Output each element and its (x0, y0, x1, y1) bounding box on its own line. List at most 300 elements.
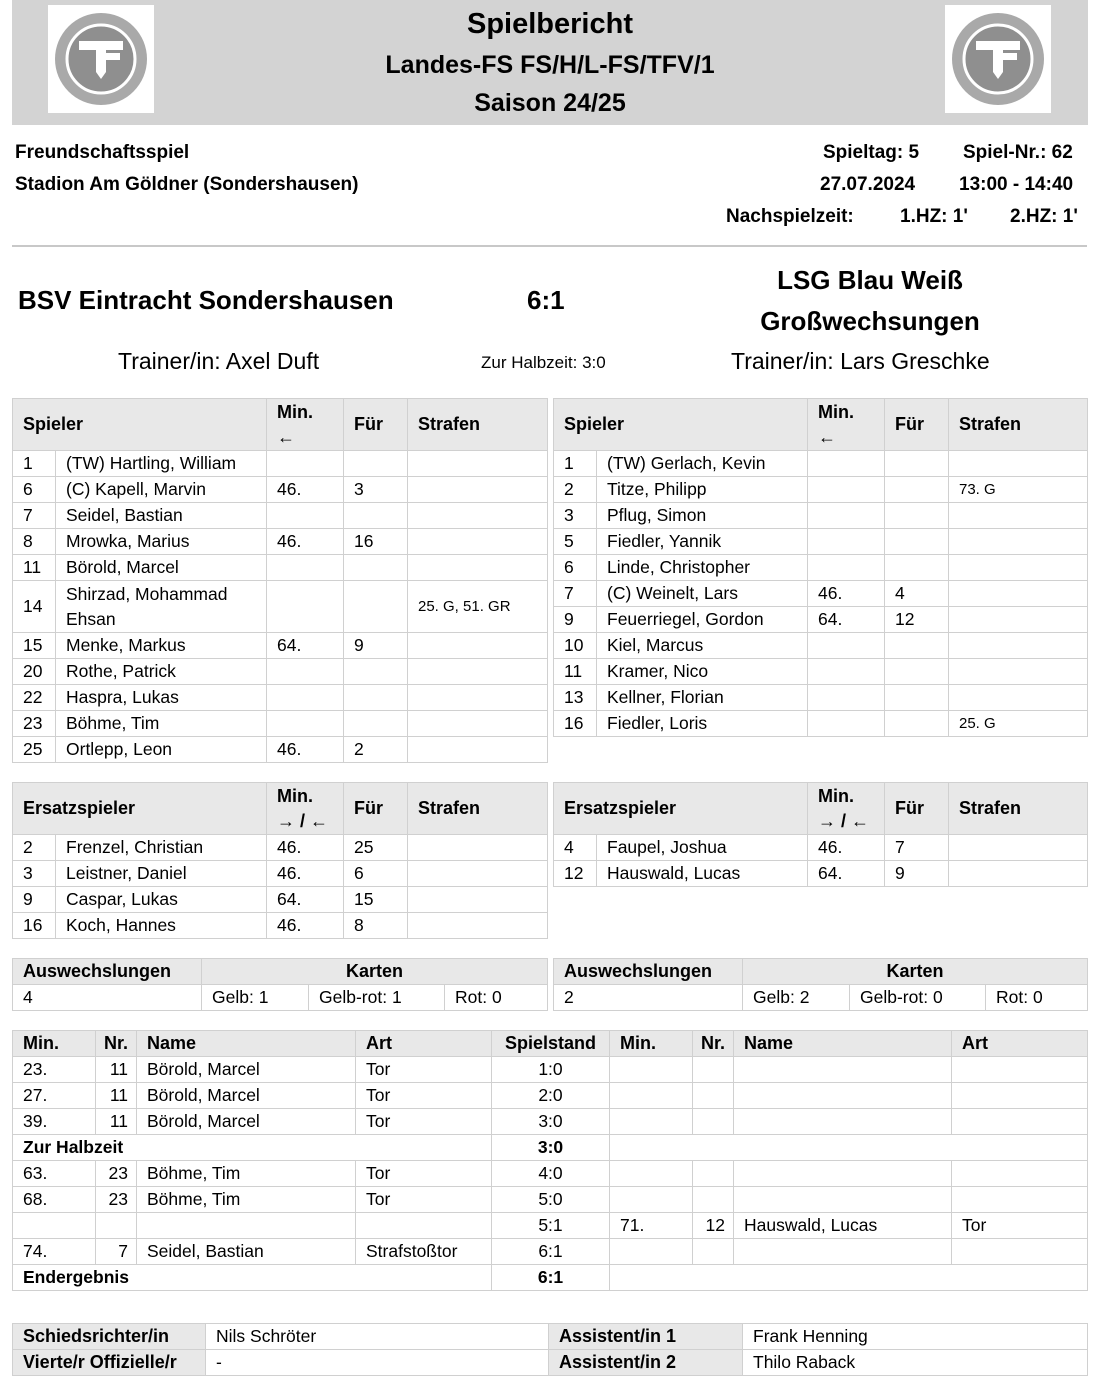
player-name: Haspra, Lukas (56, 685, 267, 711)
home-goal-type: Tor (356, 1187, 492, 1213)
replaced-player-number: 8 (344, 913, 408, 939)
penalties (949, 555, 1088, 581)
red-cards: Rot: 0 (986, 985, 1088, 1011)
away-substitutes-table (553, 782, 1088, 887)
col-min: Min. → / ← (267, 783, 344, 835)
player-number: 14 (13, 581, 56, 633)
player-row (13, 913, 548, 939)
player-row (13, 737, 548, 763)
sub-minute (267, 581, 344, 633)
player-name: Caspar, Lukas (56, 887, 267, 913)
sub-minute (267, 711, 344, 737)
home-player-name: Börold, Marcel (137, 1057, 356, 1083)
player-number: 5 (554, 529, 597, 555)
player-name: Seidel, Bastian (56, 503, 267, 529)
player-name: Feuerriegel, Gordon (597, 607, 808, 633)
replaced-player-number (885, 633, 949, 659)
col-min: Min. ← (267, 399, 344, 451)
replaced-player-number (885, 503, 949, 529)
away-minute (610, 1239, 693, 1265)
player-number: 8 (13, 529, 56, 555)
season-label: Saison 24/25 (474, 89, 626, 117)
player-name: Koch, Hannes (56, 913, 267, 939)
player-number: 6 (554, 555, 597, 581)
sub-minute: 46. (267, 913, 344, 939)
player-name: Hauswald, Lucas (597, 861, 808, 887)
away-minute: 71. (610, 1213, 693, 1239)
penalties (408, 477, 548, 503)
replaced-player-number: 2 (344, 737, 408, 763)
col-fuer: Für (885, 783, 949, 835)
home-lineup-table (12, 398, 548, 763)
away-goal-type (952, 1109, 1088, 1135)
away-goal-type (952, 1057, 1088, 1083)
referee-label: Schiedsrichter/in (13, 1324, 206, 1350)
substitution-count: 4 (13, 985, 202, 1011)
away-trainer: Trainer/in: Lars Greschke (731, 348, 990, 374)
home-player-name: Börold, Marcel (137, 1109, 356, 1135)
replaced-player-number (344, 555, 408, 581)
sub-minute (267, 659, 344, 685)
penalties: 73. G (949, 477, 1088, 503)
home-minute: 39. (13, 1109, 96, 1135)
col-fuer: Für (885, 399, 949, 451)
home-goal-type: Tor (356, 1083, 492, 1109)
substitution-count: 2 (554, 985, 743, 1011)
yellow-red-cards: Gelb-rot: 0 (850, 985, 986, 1011)
match-date: 27.07.2024 (820, 174, 916, 195)
player-row (13, 451, 548, 477)
sub-minute: 46. (267, 861, 344, 887)
fourth-official-name: - (206, 1350, 549, 1376)
player-row (554, 555, 1088, 581)
penalties (408, 913, 548, 939)
penalties (949, 451, 1088, 477)
home-player-name (137, 1213, 356, 1239)
sub-minute (808, 555, 885, 581)
away-goal-type (952, 1239, 1088, 1265)
replaced-player-number (885, 477, 949, 503)
federation-logo-right (945, 5, 1051, 113)
player-name: Kramer, Nico (597, 659, 808, 685)
player-number: 1 (13, 451, 56, 477)
away-player-number (693, 1083, 734, 1109)
goal-row (13, 1187, 1088, 1213)
player-name: (TW) Hartling, William (56, 451, 267, 477)
away-minute (610, 1083, 693, 1109)
away-player-number (693, 1187, 734, 1213)
player-row (554, 659, 1088, 685)
matchday: Spieltag: 5 (823, 142, 920, 163)
away-player-number (693, 1161, 734, 1187)
empty-cell (610, 1265, 1088, 1291)
away-player-name (734, 1083, 952, 1109)
away-player-name (734, 1239, 952, 1265)
penalties (408, 861, 548, 887)
player-row (554, 529, 1088, 555)
penalties (949, 529, 1088, 555)
player-row (13, 835, 548, 861)
col-nr: Nr. (96, 1031, 137, 1057)
penalties (949, 607, 1088, 633)
report-header (12, 0, 1088, 125)
player-name: Menke, Markus (56, 633, 267, 659)
summary-score: 3:0 (492, 1135, 610, 1161)
away-player-number: 12 (693, 1213, 734, 1239)
player-row (554, 633, 1088, 659)
player-name: Shirzad, Mohammad Ehsan (56, 581, 267, 633)
replaced-player-number: 3 (344, 477, 408, 503)
player-name: Kellner, Florian (597, 685, 808, 711)
sub-minute (808, 711, 885, 737)
player-name: Böhme, Tim (56, 711, 267, 737)
replaced-player-number: 16 (344, 529, 408, 555)
player-name: Rothe, Patrick (56, 659, 267, 685)
col-min: Min. (13, 1031, 96, 1057)
away-player-name (734, 1161, 952, 1187)
running-score: 4:0 (492, 1161, 610, 1187)
sub-minute (808, 451, 885, 477)
home-player-number (96, 1213, 137, 1239)
replaced-player-number: 25 (344, 835, 408, 861)
running-score: 5:1 (492, 1213, 610, 1239)
replaced-player-number (344, 451, 408, 477)
running-score: 2:0 (492, 1083, 610, 1109)
player-number: 10 (554, 633, 597, 659)
running-score: 6:1 (492, 1239, 610, 1265)
player-row (554, 477, 1088, 503)
player-number: 20 (13, 659, 56, 685)
penalties (408, 737, 548, 763)
home-player-number: 11 (96, 1083, 137, 1109)
col-spieler: Spieler (13, 399, 267, 451)
replaced-player-number (344, 659, 408, 685)
goal-row (13, 1161, 1088, 1187)
player-name: Leistner, Daniel (56, 861, 267, 887)
replaced-player-number: 7 (885, 835, 949, 861)
col-strafen: Strafen (949, 783, 1088, 835)
player-number: 11 (13, 555, 56, 581)
fourth-official-label: Vierte/r Offizielle/r (13, 1350, 206, 1376)
home-goal-type (356, 1213, 492, 1239)
col-strafen: Strafen (408, 399, 548, 451)
home-player-number: 11 (96, 1057, 137, 1083)
officials-table (12, 1323, 1088, 1376)
extra-time-second-half: 2.HZ: 1' (1010, 206, 1078, 227)
penalties (949, 659, 1088, 685)
referee-name: Nils Schröter (206, 1324, 549, 1350)
empty-cell (610, 1135, 1088, 1161)
player-row (13, 633, 548, 659)
away-team-name-line1: LSG Blau Weiß (777, 265, 963, 295)
away-minute (610, 1057, 693, 1083)
away-team-name-line2: Großwechsungen (760, 306, 980, 336)
sub-minute (808, 503, 885, 529)
replaced-player-number: 9 (344, 633, 408, 659)
player-number: 12 (554, 861, 597, 887)
running-score: 5:0 (492, 1187, 610, 1213)
away-minute (610, 1187, 693, 1213)
col-min: Min. (610, 1031, 693, 1057)
col-name: Name (734, 1031, 952, 1057)
assistant1-name: Frank Henning (743, 1324, 1088, 1350)
match-time: 13:00 - 14:40 (959, 174, 1074, 195)
home-minute: 23. (13, 1057, 96, 1083)
away-player-name: Hauswald, Lucas (734, 1213, 952, 1239)
divider (12, 245, 1087, 247)
summary-score: 6:1 (492, 1265, 610, 1291)
home-player-name: Böhme, Tim (137, 1187, 356, 1213)
penalties: 25. G (949, 711, 1088, 737)
col-spielstand: Spielstand (492, 1031, 610, 1057)
away-minute (610, 1109, 693, 1135)
penalties (408, 711, 548, 737)
away-player-number (693, 1109, 734, 1135)
summary-label: Zur Halbzeit (13, 1135, 492, 1161)
halftime-score: Zur Halbzeit: 3:0 (481, 353, 606, 372)
tfv-logo-icon (945, 5, 1051, 113)
home-goal-type: Tor (356, 1161, 492, 1187)
replaced-player-number: 15 (344, 887, 408, 913)
summary-row (13, 1135, 1088, 1161)
player-row (13, 659, 548, 685)
replaced-player-number (885, 555, 949, 581)
col-name: Name (137, 1031, 356, 1057)
stadium: Stadion Am Göldner (Sondershausen) (15, 174, 359, 195)
away-player-name (734, 1057, 952, 1083)
replaced-player-number (885, 659, 949, 685)
player-number: 3 (13, 861, 56, 887)
player-number: 6 (13, 477, 56, 503)
player-name: Faupel, Joshua (597, 835, 808, 861)
sub-minute: 46. (267, 477, 344, 503)
player-name: Pflug, Simon (597, 503, 808, 529)
home-team-name: BSV Eintracht Sondershausen (18, 285, 394, 315)
home-goal-type: Tor (356, 1057, 492, 1083)
home-trainer: Trainer/in: Axel Duft (118, 348, 320, 374)
player-row (554, 451, 1088, 477)
competition-name: Landes-FS FS/H/L-FS/TFV/1 (385, 51, 715, 79)
player-row (554, 581, 1088, 607)
penalties (408, 685, 548, 711)
home-player-name: Seidel, Bastian (137, 1239, 356, 1265)
extra-time-label: Nachspielzeit: (726, 206, 854, 227)
goal-row (13, 1109, 1088, 1135)
sub-minute (808, 529, 885, 555)
player-number: 7 (13, 503, 56, 529)
player-row (554, 685, 1088, 711)
col-art: Art (356, 1031, 492, 1057)
away-goal-type (952, 1161, 1088, 1187)
player-name: Börold, Marcel (56, 555, 267, 581)
player-number: 16 (554, 711, 597, 737)
away-lineup-table (553, 398, 1088, 737)
home-minute: 74. (13, 1239, 96, 1265)
player-name: Ortlepp, Leon (56, 737, 267, 763)
player-name: Fiedler, Loris (597, 711, 808, 737)
goal-row (13, 1239, 1088, 1265)
goal-row (13, 1057, 1088, 1083)
player-number: 9 (554, 607, 597, 633)
col-ersatzspieler: Ersatzspieler (554, 783, 808, 835)
away-player-number (693, 1057, 734, 1083)
extra-time-first-half: 1.HZ: 1' (900, 206, 968, 227)
sub-minute: 64. (808, 861, 885, 887)
goal-row (13, 1213, 1088, 1239)
player-number: 15 (13, 633, 56, 659)
replaced-player-number (885, 451, 949, 477)
sub-minute (267, 503, 344, 529)
running-score: 1:0 (492, 1057, 610, 1083)
sub-minute (267, 451, 344, 477)
player-name: Kiel, Marcus (597, 633, 808, 659)
player-number: 16 (13, 913, 56, 939)
col-min: Min. ← (808, 399, 885, 451)
yellow-cards: Gelb: 1 (202, 985, 309, 1011)
home-substitutes-table (12, 782, 548, 939)
penalties (408, 659, 548, 685)
col-fuer: Für (344, 399, 408, 451)
home-stats-table (12, 958, 548, 1011)
assistant2-label: Assistent/in 2 (549, 1350, 743, 1376)
penalties (949, 861, 1088, 887)
player-row (13, 503, 548, 529)
sub-minute (808, 477, 885, 503)
home-player-name: Börold, Marcel (137, 1083, 356, 1109)
summary-row (13, 1265, 1088, 1291)
sub-minute: 46. (267, 737, 344, 763)
replaced-player-number (344, 581, 408, 633)
replaced-player-number: 6 (344, 861, 408, 887)
sub-minute (267, 685, 344, 711)
col-auswechslungen: Auswechslungen (13, 959, 202, 985)
col-min: Min. → / ← (808, 783, 885, 835)
home-goal-type: Strafstoßtor (356, 1239, 492, 1265)
replaced-player-number (885, 685, 949, 711)
col-art: Art (952, 1031, 1088, 1057)
penalties (949, 685, 1088, 711)
col-fuer: Für (344, 783, 408, 835)
sub-minute (267, 555, 344, 581)
sub-minute: 64. (267, 887, 344, 913)
replaced-player-number (885, 529, 949, 555)
goal-events-table (12, 1030, 1088, 1291)
penalties (408, 451, 548, 477)
player-row (554, 503, 1088, 529)
player-name: (C) Kapell, Marvin (56, 477, 267, 503)
penalties (949, 503, 1088, 529)
player-row (554, 835, 1088, 861)
away-player-name (734, 1109, 952, 1135)
penalties (408, 835, 548, 861)
col-karten: Karten (202, 959, 548, 985)
player-row (13, 887, 548, 913)
player-name: (TW) Gerlach, Kevin (597, 451, 808, 477)
sub-minute: 46. (267, 529, 344, 555)
sub-minute: 64. (808, 607, 885, 633)
player-number: 3 (554, 503, 597, 529)
player-number: 11 (554, 659, 597, 685)
away-goal-type (952, 1083, 1088, 1109)
match-number: Spiel-Nr.: 62 (963, 142, 1073, 163)
assistant1-label: Assistent/in 1 (549, 1324, 743, 1350)
player-name: (C) Weinelt, Lars (597, 581, 808, 607)
penalties (408, 633, 548, 659)
player-number: 1 (554, 451, 597, 477)
player-number: 2 (554, 477, 597, 503)
col-nr: Nr. (693, 1031, 734, 1057)
player-row (13, 477, 548, 503)
player-number: 13 (554, 685, 597, 711)
goal-row (13, 1083, 1088, 1109)
running-score: 3:0 (492, 1109, 610, 1135)
report-title: Spielbericht (467, 8, 633, 40)
player-name: Mrowka, Marius (56, 529, 267, 555)
home-player-number: 23 (96, 1161, 137, 1187)
sub-minute (808, 659, 885, 685)
away-goal-type: Tor (952, 1213, 1088, 1239)
sub-minute: 46. (808, 835, 885, 861)
away-player-number (693, 1239, 734, 1265)
replaced-player-number (344, 685, 408, 711)
penalties (949, 581, 1088, 607)
col-auswechslungen: Auswechslungen (554, 959, 743, 985)
summary-label: Endergebnis (13, 1265, 492, 1291)
player-number: 22 (13, 685, 56, 711)
player-row (13, 581, 548, 633)
col-ersatzspieler: Ersatzspieler (13, 783, 267, 835)
player-row (554, 861, 1088, 887)
away-goal-type (952, 1187, 1088, 1213)
assistant2-name: Thilo Raback (743, 1350, 1088, 1376)
penalties (408, 555, 548, 581)
sub-minute (808, 633, 885, 659)
final-score: 6:1 (527, 285, 565, 315)
sub-minute: 46. (808, 581, 885, 607)
yellow-cards: Gelb: 2 (743, 985, 850, 1011)
sub-minute: 46. (267, 835, 344, 861)
penalties (949, 633, 1088, 659)
col-strafen: Strafen (949, 399, 1088, 451)
away-minute (610, 1161, 693, 1187)
col-spieler: Spieler (554, 399, 808, 451)
replaced-player-number (885, 711, 949, 737)
player-number: 7 (554, 581, 597, 607)
penalties (408, 503, 548, 529)
player-number: 25 (13, 737, 56, 763)
player-number: 23 (13, 711, 56, 737)
player-row (554, 607, 1088, 633)
home-minute (13, 1213, 96, 1239)
player-name: Titze, Philipp (597, 477, 808, 503)
yellow-red-cards: Gelb-rot: 1 (309, 985, 445, 1011)
away-stats-table (553, 958, 1088, 1011)
home-player-number: 23 (96, 1187, 137, 1213)
sub-minute (808, 685, 885, 711)
replaced-player-number: 12 (885, 607, 949, 633)
penalties (949, 835, 1088, 861)
home-minute: 68. (13, 1187, 96, 1213)
home-player-name: Böhme, Tim (137, 1161, 356, 1187)
red-cards: Rot: 0 (445, 985, 548, 1011)
player-row (13, 555, 548, 581)
player-name: Linde, Christopher (597, 555, 808, 581)
player-name: Fiedler, Yannik (597, 529, 808, 555)
player-number: 4 (554, 835, 597, 861)
home-player-number: 7 (96, 1239, 137, 1265)
penalties (408, 887, 548, 913)
penalties: 25. G, 51. GR (408, 581, 548, 633)
